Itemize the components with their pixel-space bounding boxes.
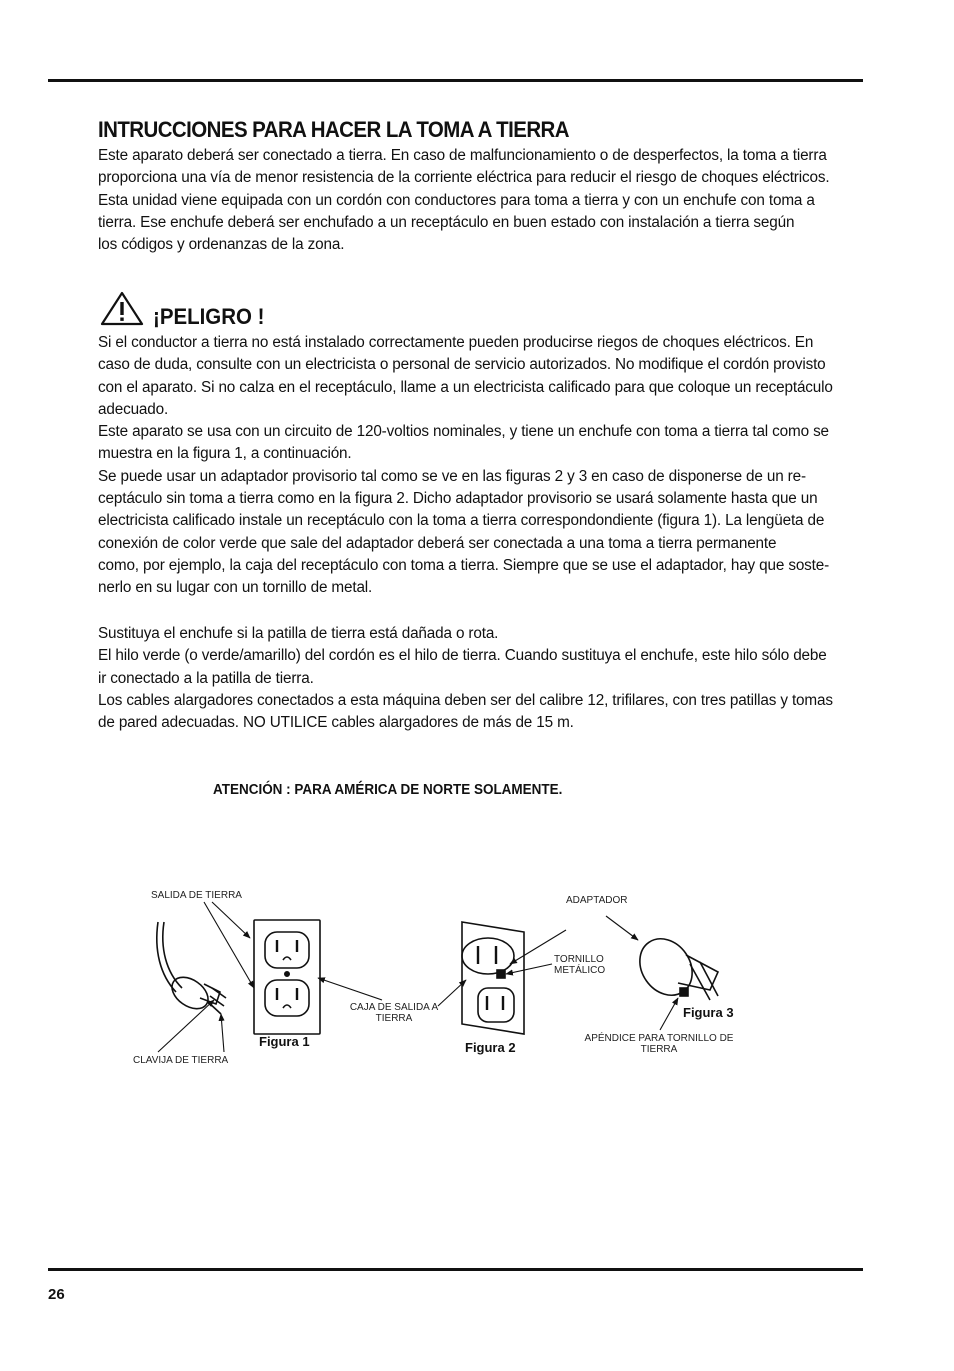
danger-line: nerlo en su lugar con un tornillo de metal.: [98, 579, 373, 597]
cord-instructions-paragraph: [98, 623, 868, 734]
danger-line: Si el conductor a tierra no está instalado correctamente pueden producirse riegos de choques eléctricos. En: [98, 334, 814, 351]
bottom-rule: [48, 1268, 863, 1271]
danger-line: Se puede usar un adaptador provisorio tal como se ve en las figuras 2 y 3 en caso de disponerse de un re-: [98, 467, 806, 485]
intro-line: Esta unidad viene equipada con un cordón con conductores para toma a tierra y con un enchufe con toma a: [98, 191, 815, 209]
figure-3-caption: Figura 3: [683, 1005, 734, 1020]
danger-line: conexión de color verde que sale del adaptador deberá ser conectada a una toma a tierra permanente: [98, 534, 777, 552]
tornillo-label-line2: METÁLICO: [554, 965, 606, 976]
danger-line: Este aparato se usa con un circuito de 120-voltios nominales, y tiene un enchufe con toma a tierra tal como se: [98, 423, 829, 441]
top-rule: [48, 79, 863, 82]
clavija-de-tierra-label: CLAVIJA DE TIERRA: [133, 1055, 229, 1066]
intro-line: Este aparato deberá ser conectado a tierra. En caso de malfuncionamiento o de desperfectos, la toma a tierra: [98, 147, 827, 164]
danger-line: ceptáculo sin toma a tierra como en la figura 2. Dicho adaptador provisorio se usará solamente hasta que un: [98, 490, 818, 508]
intro-line: proporciona una vía de menor resistencia de la corriente eléctrica para reducir el riesgo de choques eléctricos.: [98, 169, 830, 187]
figure-2-caption: Figura 2: [465, 1040, 516, 1055]
danger-line: electricista calificado instale un receptáculo con la toma a tierra correspondondiente (figura 1). La lengüeta de: [98, 512, 825, 530]
tornillo-label-line1: TORNILLO: [554, 954, 604, 965]
intro-line: tierra. Ese enchufe deberá ser enchufado a un receptáculo en buen estado con instalación a tierra según: [98, 213, 795, 231]
page-number: 26: [48, 1286, 65, 1303]
caja-de-salida-label-line2: TIERRA: [375, 1013, 413, 1024]
cord-line: Sustituya el enchufe si la patilla de tierra está dañada o rota.: [98, 625, 499, 642]
grounding-figures: [120, 880, 780, 1080]
danger-heading: ¡PELIGRO !: [153, 304, 265, 329]
apendice-label-line2: TIERRA: [640, 1044, 678, 1055]
cord-line: Los cables alargadores conectados a esta máquina deben ser del calibre 12, trifilares, con tres patillas y tomas: [98, 691, 833, 709]
cord-line: de pared adecuadas. NO UTILICE cables alargadores de más de 15 m.: [98, 714, 574, 732]
apendice-label-line1: APÉNDICE PARA TORNILLO DE: [584, 1033, 734, 1044]
warning-triangle-icon: [100, 291, 144, 327]
danger-line: caso de duda, consulte con un electricista o personal de servicio autorizados. No modifique el cordón provisto: [98, 356, 826, 374]
cord-line: El hilo verde (o verde/amarillo) del cordón es el hilo de tierra. Cuando sustituya el enchufe, este hilo sólo debe: [98, 647, 827, 665]
caja-de-salida-label-line1: CAJA DE SALIDA A: [349, 1002, 439, 1013]
danger-line: como, por ejemplo, la caja del receptáculo con toma a tierra. Siempre que se use el adaptador, hay que soste-: [98, 556, 830, 574]
danger-line: adecuado.: [98, 400, 169, 418]
salida-de-tierra-label: SALIDA DE TIERRA: [151, 890, 242, 901]
cord-line: ir conectado a la patilla de tierra.: [98, 669, 314, 687]
intro-paragraph: [98, 145, 868, 256]
danger-line: muestra en la figura 1, a continuación.: [98, 445, 352, 463]
page-title: INTRUCCIONES PARA HACER LA TOMA A TIERRA: [98, 117, 570, 142]
adaptador-label: ADAPTADOR: [566, 895, 628, 906]
danger-line: con el aparato. Si no calza en el receptáculo, llame a un electricista calificado para que coloque un receptáculo: [98, 378, 833, 396]
danger-paragraph: [98, 332, 868, 600]
attention-note: ATENCIÓN : PARA AMÉRICA DE NORTE SOLAMENTE.: [213, 782, 563, 798]
figure-1-caption: Figura 1: [259, 1034, 310, 1049]
intro-line: los códigos y ordenanzas de la zona.: [98, 236, 345, 254]
